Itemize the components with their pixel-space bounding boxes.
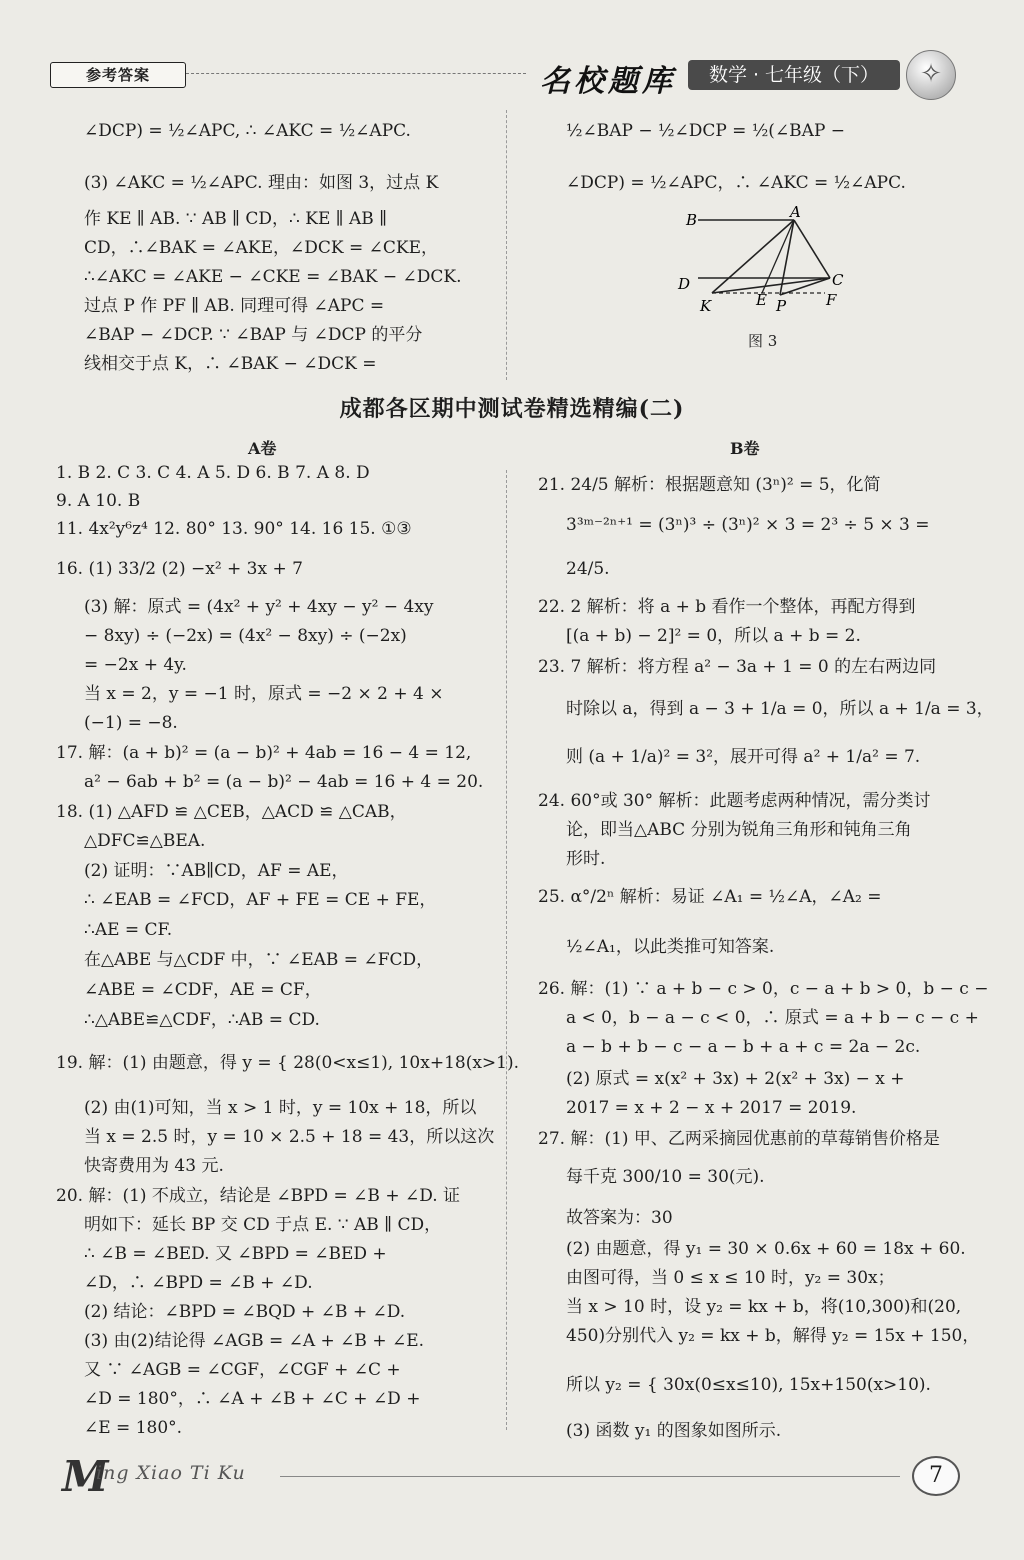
answer-line: ∴ ∠B = ∠BED. 又 ∠BPD = ∠BED + [84, 1244, 387, 1264]
text-line: CD，∴∠BAK = ∠AKE，∠DCK = ∠CKE， [84, 238, 439, 258]
figure-label: E [756, 291, 767, 309]
answer-line: 1. B 2. C 3. C 4. A 5. D 6. B 7. A 8. D [56, 463, 370, 483]
answer-line: a² − 6ab + b² = (a − b)² − 4ab = 16 + 4 = 20. [84, 772, 484, 792]
text-line: 作 KE ∥ AB. ∵ AB ∥ CD，∴ KE ∥ AB ∥ [84, 209, 388, 229]
answer-line: a < 0，b − a − c < 0，∴ 原式 = a + b − c − c + [566, 1008, 979, 1028]
section-b-label: B卷 [730, 439, 760, 458]
answer-line: 在△ABE 与△CDF 中，∵ ∠EAB = ∠FCD， [84, 950, 434, 970]
answer-line: 21. 24/5 解析：根据题意知 (3ⁿ)² = 5，化简 [538, 475, 881, 495]
text-line: 过点 P 作 PF ∥ AB. 同理可得 ∠APC = [84, 296, 385, 316]
answer-line: 17. 解：(a + b)² = (a − b)² + 4ab = 16 − 4 = 12, [56, 743, 472, 763]
answer-line: ∠E = 180°. [84, 1418, 183, 1438]
answer-line: (2) 由题意，得 y₁ = 30 × 0.6x + 60 = 18x + 60. [566, 1239, 966, 1259]
footer-divider [280, 1476, 900, 1477]
answer-line: (2) 证明：∵AB∥CD，AF = AE， [84, 861, 349, 881]
column-divider-top [506, 110, 507, 380]
text-line: ∠DCP) = ½∠APC, ∴ ∠AKC = ½∠APC. [84, 121, 411, 141]
answer-line: 11. 4x²y⁶z⁴ 12. 80° 13. 90° 14. 16 15. ①③ [56, 519, 412, 539]
figure-label: F [826, 291, 837, 309]
header-divider [186, 73, 526, 74]
section-title: 成都各区期中测试卷精选精编(二) [339, 396, 685, 422]
answer-line: (2) 结论：∠BPD = ∠BQD + ∠B + ∠D. [84, 1302, 406, 1322]
answer-line: ∴△ABE≌△CDF，∴AB = CD. [84, 1010, 320, 1030]
answer-line: 所以 y₂ = { 30x(0≤x≤10), 15x+150(x>10). [566, 1375, 931, 1395]
answer-line: 23. 7 解析：将方程 a² − 3a + 1 = 0 的左右两边同 [538, 657, 937, 677]
answer-line: 当 x > 10 时，设 y₂ = kx + b，将(10,300)和(20, [566, 1297, 962, 1317]
logo-icon: ✧ [906, 50, 956, 100]
answer-line: △DFC≌△BEA. [84, 831, 206, 851]
answer-line: 2017 = x + 2 − x + 2017 = 2019. [566, 1098, 857, 1118]
answer-line: 24/5. [566, 559, 610, 579]
answer-line: (2) 由(1)可知，当 x > 1 时，y = 10x + 18，所以 [84, 1098, 477, 1118]
answer-tag: 参考答案 [50, 62, 186, 88]
answer-line: 又 ∵ ∠AGB = ∠CGF，∠CGF + ∠C + [84, 1360, 401, 1380]
footer-brand-text: ing Xiao Ti Ku [96, 1462, 246, 1484]
answer-line: (−1) = −8. [84, 713, 178, 733]
answer-line: 当 x = 2.5 时，y = 10 × 2.5 + 18 = 43，所以这次 [84, 1127, 495, 1147]
answer-line: 9. A 10. B [56, 491, 141, 511]
text-line: ½∠BAP − ½∠DCP = ½(∠BAP − [566, 121, 846, 141]
figure-caption: 图 3 [748, 332, 778, 350]
answer-line: 26. 解：(1) ∵ a + b − c > 0，c − a + b > 0，b − c − [538, 979, 989, 999]
answer-line: ∠D = 180°，∴ ∠A + ∠B + ∠C + ∠D + [84, 1389, 421, 1409]
answer-line: 22. 2 解析：将 a + b 看作一个整体，再配方得到 [538, 597, 916, 617]
text-line: ∠BAP − ∠DCP. ∵ ∠BAP 与 ∠DCP 的平分 [84, 325, 423, 345]
answer-line: 24. 60°或 30° 解析：此题考虑两种情况，需分类讨 [538, 791, 931, 811]
answer-line: ∴ ∠EAB = ∠FCD，AF + FE = CE + FE， [84, 890, 437, 910]
answer-line: (3) 由(2)结论得 ∠AGB = ∠A + ∠B + ∠E. [84, 1331, 425, 1351]
answer-line: 快寄费用为 43 元. [84, 1156, 224, 1176]
answer-line: (3) 函数 y₁ 的图象如图所示. [566, 1421, 782, 1441]
footer-logo-letter: M [62, 1452, 109, 1501]
answer-line: 450)分别代入 y₂ = kx + b，解得 y₂ = 15x + 150， [566, 1326, 980, 1346]
answer-line: 故答案为：30 [566, 1208, 673, 1228]
answer-line: 当 x = 2，y = −1 时，原式 = −2 × 2 + 4 × [84, 684, 444, 704]
answer-line: 则 (a + 1/a)² = 3²，展开可得 a² + 1/a² = 7. [566, 747, 921, 767]
answer-line: = −2x + 4y. [84, 655, 187, 675]
brand-title: 名校题库 [540, 64, 676, 99]
answer-line: ½∠A₁，以此类推可知答案. [566, 937, 775, 957]
answer-line: 25. α°/2ⁿ 解析：易证 ∠A₁ = ½∠A，∠A₂ = [538, 887, 882, 907]
text-line: 线相交于点 K，∴ ∠BAK − ∠DCK = [84, 354, 377, 374]
answer-line: 由图可得，当 0 ≤ x ≤ 10 时，y₂ = 30x； [566, 1268, 895, 1288]
answer-line: 3³ᵐ⁻²ⁿ⁺¹ = (3ⁿ)³ ÷ (3ⁿ)² × 3 = 2³ ÷ 5 × 3 = [566, 515, 930, 535]
figure-label: K [700, 297, 712, 315]
figure-label: P [776, 297, 787, 315]
page-number: 7 [912, 1456, 960, 1496]
answer-line: 16. (1) 33/2 (2) −x² + 3x + 7 [56, 559, 303, 579]
column-divider-main [506, 470, 507, 1430]
answer-line: 论，即当△ABC 分别为锐角三角形和钝角三角 [566, 820, 912, 840]
answer-line: ∠ABE = ∠CDF，AE = CF， [84, 980, 322, 1000]
answer-line: 18. (1) △AFD ≌ △CEB，△ACD ≌ △CAB， [56, 802, 407, 822]
answer-line: (2) 原式 = x(x² + 3x) + 2(x² + 3x) − x + [566, 1069, 905, 1089]
figure-label: B [686, 211, 698, 229]
section-a-label: A卷 [248, 439, 277, 458]
text-line: ∴∠AKC = ∠AKE − ∠CKE = ∠BAK − ∠DCK. [84, 267, 462, 287]
text-line: ∠DCP) = ½∠APC，∴ ∠AKC = ½∠APC. [566, 173, 906, 193]
text-line: (3) ∠AKC = ½∠APC. 理由：如图 3，过点 K [84, 173, 439, 193]
answer-line: ∠D，∴ ∠BPD = ∠B + ∠D. [84, 1273, 313, 1293]
answer-line: [(a + b) − 2]² = 0，所以 a + b = 2. [566, 626, 861, 646]
figure-label: D [678, 275, 691, 293]
answer-line: 27. 解：(1) 甲、乙两采摘园优惠前的草莓销售价格是 [538, 1129, 940, 1149]
answer-line: 明如下：延长 BP 交 CD 于点 E. ∵ AB ∥ CD， [84, 1215, 442, 1235]
answer-line: 形时. [566, 849, 606, 869]
answer-line: 20. 解：(1) 不成立，结论是 ∠BPD = ∠B + ∠D. 证 [56, 1186, 461, 1206]
answer-line: 每千克 300/10 = 30(元). [566, 1167, 765, 1187]
figure-label: C [832, 271, 844, 289]
answer-line: − 8xy) ÷ (−2x) = (4x² − 8xy) ÷ (−2x) [84, 626, 407, 646]
subject-badge: 数学 · 七年级（下） [688, 60, 900, 90]
answer-line: a − b + b − c − a − b + a + c = 2a − 2c. [566, 1037, 921, 1057]
answer-line: 时除以 a，得到 a − 3 + 1/a = 0，所以 a + 1/a = 3， [566, 699, 994, 719]
answer-line: ∴AE = CF. [84, 920, 173, 940]
geometry-figure-3 [670, 205, 860, 320]
answer-line: (3) 解：原式 = (4x² + y² + 4xy − y² − 4xy [84, 597, 434, 617]
answer-line: 19. 解：(1) 由题意，得 y = { 28(0<x≤1), 10x+18(x>1). [56, 1053, 520, 1073]
figure-label: A [790, 205, 801, 221]
